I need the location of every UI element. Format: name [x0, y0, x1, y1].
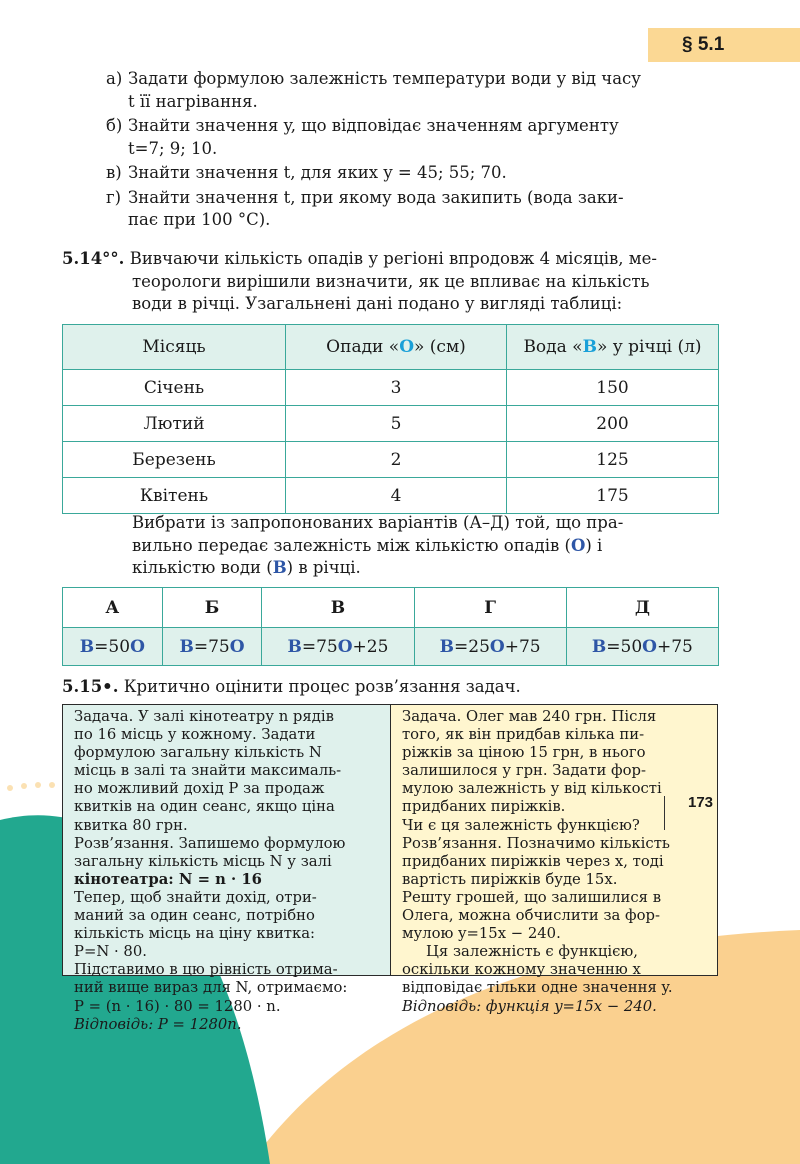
box-line: P=N · 80.: [74, 943, 147, 961]
box-line: Тепер, щоб знайти дохід, отри-: [74, 888, 317, 906]
option-formula: В=50О: [63, 628, 163, 666]
option-header: Д: [566, 588, 718, 628]
question-line: ) і: [585, 535, 603, 555]
table-cell: 4: [286, 478, 507, 514]
box-line: по 16 місць у кожному. Задати: [74, 726, 316, 744]
table-cell: 150: [507, 370, 719, 406]
option-formula: В=50О+75: [566, 628, 718, 666]
table-cell: Квітень: [63, 478, 286, 514]
table-row: [63, 442, 719, 478]
task-line: t=7; 9; 10.: [128, 138, 218, 158]
table-cell: 2: [286, 442, 507, 478]
symbol-o: О: [570, 535, 586, 555]
option-header: Б: [162, 588, 262, 628]
page-number-rule: [664, 796, 665, 830]
box-line: мулою y=15x − 240.: [402, 925, 561, 943]
section-tab: § 5.1: [648, 28, 800, 62]
task-item-d: [106, 187, 718, 232]
option-header: Г: [414, 588, 566, 628]
box-line: Ця залежність є функцією,: [426, 943, 638, 961]
box-line: Відповідь: P = 1280n.: [74, 1015, 242, 1033]
solution-boxes: [62, 704, 718, 1033]
box-line: квитків на один сеанс, якщо ціна: [74, 798, 335, 816]
option-header: В: [262, 588, 414, 628]
option-formula: В=25О+75: [414, 628, 566, 666]
box-line: Олега, можна обчислити за фор-: [402, 907, 661, 925]
box-line: місць в залі та знайти максималь-: [74, 762, 342, 780]
box-line: загальну кількість місць N у залі: [74, 852, 332, 870]
box-line: Чи є ця залежність функцією?: [402, 816, 640, 834]
task-line: Задати формулою залежність температури води y від часу: [128, 69, 641, 88]
box-line: вартість пиріжків буде 15x.: [402, 870, 618, 888]
task-line: пає при 100 °С).: [128, 210, 271, 229]
problem-5-15: [62, 676, 718, 699]
task-line: Знайти значення t, при якому вода закипить (вода заки-: [128, 187, 624, 207]
option-formula: В=75О: [162, 628, 262, 666]
problem-text: Критично оцінити процес розв’язання задач.: [123, 677, 521, 696]
rainfall-table: [62, 324, 719, 514]
box-line: Розв’язання. Позначимо кількість: [402, 834, 670, 852]
box-line: Відповідь: функція y=15x − 240.: [402, 997, 657, 1015]
box-line: оскільки кожному значенню x: [402, 961, 641, 979]
box-line: ний вище вираз для N, отримаємо:: [74, 979, 348, 997]
table-cell: Січень: [63, 370, 286, 406]
task-label: в): [106, 163, 122, 182]
task-item-a: [106, 68, 718, 113]
box-line: ріжків за ціною 15 грн, в нього: [402, 744, 646, 762]
question-line: Вибрати із запропонованих варіантів (А–Д) той, що пра-: [132, 513, 624, 532]
box-line: квитка 80 грн.: [74, 816, 188, 834]
question-line: кількістю води (: [132, 558, 273, 577]
box-line: формулою загальну кількість N: [74, 744, 322, 762]
table-cell: Лютий: [63, 406, 286, 442]
table-row: [63, 478, 719, 514]
options-formula-row: [63, 628, 719, 666]
box-line: кінотеатра: N = n · 16: [74, 870, 262, 888]
table-row: [63, 406, 719, 442]
cinema-problem-box: [63, 705, 391, 1033]
box-line: Задача. У залі кінотеатру n рядів: [74, 708, 334, 725]
symbol-v: В: [582, 337, 597, 357]
box-line: Підставимо в цю рівність отрима-: [74, 961, 338, 979]
box-line: кількість місць на ціну квитка:: [74, 925, 316, 943]
table-header-row: [63, 325, 719, 370]
problem-line: Вивчаючи кількість опадів у регіоні впродовж 4 місяців, ме-: [129, 249, 657, 268]
question-text: [132, 512, 718, 580]
task-item-c: [106, 162, 718, 185]
box-line: P = (n · 16) · 80 = 1280 · n.: [74, 997, 281, 1015]
box-line: відповідає тільки одне значення y.: [402, 979, 673, 997]
task-line: Знайти значення y, що відповідає значенням аргументу: [128, 116, 619, 135]
option-header: А: [63, 588, 163, 628]
problem-line: води в річці. Узагальнені дані подано у вигляді таблиці:: [132, 294, 623, 313]
box-line: маний за один сеанс, потрібно: [74, 907, 315, 925]
table-cell: 125: [507, 442, 719, 478]
pies-problem-box: [391, 705, 717, 1015]
task-line: t її нагрівання.: [128, 91, 258, 111]
options-table: [62, 587, 719, 666]
task-item-b: [106, 115, 718, 160]
options-header-row: [63, 588, 719, 628]
box-line: Решту грошей, що залишилися в: [402, 888, 662, 906]
problem-number: 5.15•.: [62, 677, 119, 696]
table-cell: 5: [286, 406, 507, 442]
box-line: но можливий дохід P за продаж: [74, 780, 325, 798]
question-line: вильно передає залежність між кількістю опадів (: [132, 535, 571, 555]
option-formula: В=75О+25: [262, 628, 414, 666]
column-header: Опади «О» (см): [286, 325, 507, 370]
problem-5-14: [62, 248, 718, 316]
box-line: того, як він придбав кілька пи-: [402, 726, 645, 744]
task-list: [106, 68, 718, 234]
page-number: 173: [688, 794, 714, 811]
task-line: Знайти значення t, для яких y = 45; 55; 70.: [128, 163, 507, 182]
symbol-v: В: [272, 558, 287, 577]
box-line: мулою залежність у від кількості: [402, 780, 662, 798]
problem-number: 5.14°°.: [62, 249, 125, 268]
task-label: г): [106, 187, 122, 207]
box-line: Розв’язання. Запишемо формулою: [74, 834, 346, 852]
task-label: б): [106, 116, 123, 135]
table-cell: 3: [286, 370, 507, 406]
box-line: придбаних пиріжків через x, тоді: [402, 852, 664, 870]
table-cell: 175: [507, 478, 719, 514]
box-line: придбаних пиріжків.: [402, 798, 566, 816]
table-row: [63, 370, 719, 406]
problem-line: теорологи вирішили визначити, як це впливає на кількість: [132, 271, 650, 291]
box-line: Задача. Олег мав 240 грн. Після: [402, 708, 657, 725]
question-line: ) в річці.: [286, 558, 361, 577]
task-label: а): [106, 69, 123, 88]
symbol-o: О: [399, 337, 414, 357]
table-cell: 200: [507, 406, 719, 442]
column-header: Вода «В» у річці (л): [507, 325, 719, 370]
column-header: Місяць: [63, 325, 286, 370]
box-line: залишилося у грн. Задати фор-: [402, 762, 646, 780]
table-cell: Березень: [63, 442, 286, 478]
